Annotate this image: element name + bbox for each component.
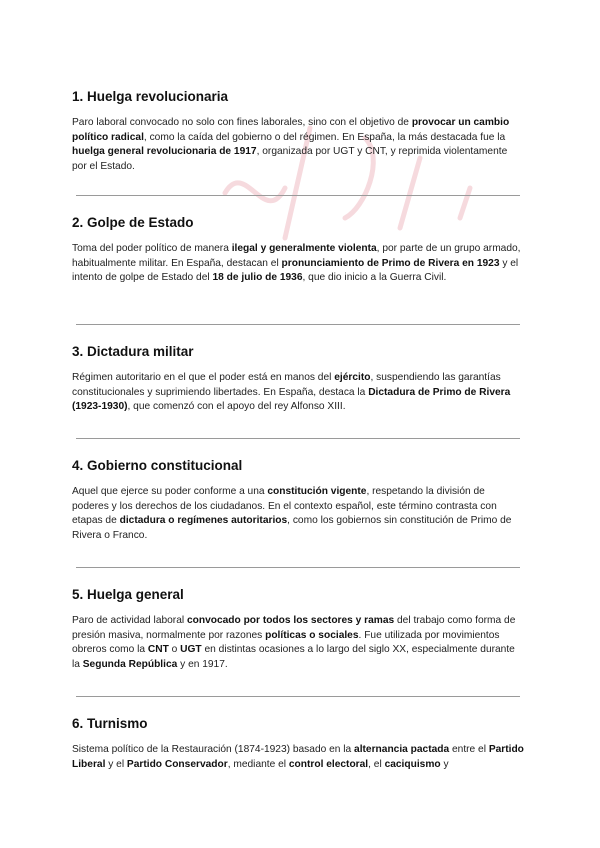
section (72, 586, 524, 672)
section-paragraph (72, 743, 524, 772)
section-heading: 1. Huelga revolucionaria (72, 89, 229, 104)
text-run: en distintas ocasiones a lo largo del siglo XX, especialmente durante la (72, 644, 515, 670)
bold-term: UGT (180, 644, 202, 656)
bold-term: CNT (147, 644, 169, 656)
text-run: entre el (449, 744, 489, 755)
text-run: y el (105, 758, 127, 770)
section-divider (76, 567, 520, 568)
text-run: Régimen autoritario en el que el poder está en manos del (72, 372, 335, 383)
section-heading: 2. Golpe de Estado (72, 215, 194, 230)
bold-term: Partido Liberal (72, 744, 524, 770)
bold-term: dictadura o regímenes autoritarios (119, 515, 288, 527)
bold-term: alternancia pactada (354, 744, 450, 755)
bold-term: Dictadura de Primo de Rivera (1923-1930) (72, 386, 511, 413)
text-run: y el intento de golpe de Estado del (72, 257, 519, 284)
text-run: , por parte de un grupo armado, habitualmente militar. En España, destacan el (72, 243, 521, 269)
section-divider (76, 324, 520, 325)
section-paragraph (72, 242, 524, 286)
section (72, 457, 524, 543)
bold-term: constitución vigente (267, 486, 367, 497)
text-run: Toma del poder político de manera (72, 243, 232, 254)
text-run: , como los gobiernos sin constitución de Primo de Rivera o Franco. (72, 515, 512, 541)
section (72, 343, 524, 415)
text-run: Paro laboral convocado no solo con fines laborales, sino con el objetivo de (72, 117, 412, 128)
bold-term: provocar un cambio político radical (72, 117, 510, 143)
text-run: , que comenzó con el apoyo del rey Alfonso XIII. (127, 401, 346, 413)
text-run: y en 1917. (177, 658, 228, 670)
text-run: Aquel que ejerce su poder conforme a una (72, 486, 268, 497)
section-heading: 4. Gobierno constitucional (72, 458, 243, 473)
text-run: y (440, 758, 449, 770)
bold-term: políticas o sociales (265, 629, 359, 641)
text-run: , que dio inicio a la Guerra Civil. (302, 272, 447, 284)
text-run: , respetando la división de poderes y los derechos de los ciudadanos. En el contexto español, este término contrasta con etapas de (72, 486, 497, 527)
text-run: Paro de actividad laboral (72, 615, 187, 626)
section (72, 214, 524, 286)
section-paragraph (72, 371, 524, 415)
text-run: Sistema político de la Restauración (1874-1923) basado en la (72, 744, 355, 755)
section-heading: 6. Turnismo (72, 716, 148, 731)
bold-term: convocado por todos los sectores y ramas (186, 615, 395, 626)
bold-term: 18 de julio de 1936 (212, 272, 303, 284)
section (72, 88, 524, 174)
text-run: , mediante el (227, 758, 289, 770)
section-paragraph (72, 116, 524, 174)
text-run: , como la caída del gobierno o del régimen. En España, la más destacada fue la (143, 131, 506, 143)
section-divider (76, 195, 520, 196)
section-paragraph (72, 485, 524, 543)
bold-term: pronunciamiento de Primo de Rivera en 1923 (281, 257, 500, 269)
section (72, 715, 524, 772)
section-divider (76, 438, 520, 439)
section-heading: 5. Huelga general (72, 587, 184, 602)
text-run: , organizada por UGT y CNT, y reprimida violentamente por el Estado. (72, 146, 508, 172)
text-run: o (168, 644, 181, 656)
text-run: , suspendiendo las garantías constitucionales y suprimiendo libertades. En España, destaca la (72, 372, 501, 398)
section-paragraph (72, 614, 524, 672)
bold-term: Partido Conservador (126, 758, 228, 770)
text-run: , el (368, 758, 385, 770)
section-divider (76, 696, 520, 697)
bold-term: caciquismo (384, 758, 441, 770)
text-run: del trabajo como forma de presión masiva, normalmente por razones (72, 615, 516, 641)
bold-term: Segunda República (82, 658, 178, 670)
bold-term: control electoral (288, 758, 369, 770)
bold-term: ejército (334, 372, 371, 383)
text-run: . Fue utilizada por movimientos obreros como la (72, 629, 500, 656)
bold-term: ilegal y generalmente violenta (231, 243, 377, 254)
section-heading: 3. Dictadura militar (72, 344, 194, 359)
bold-term: huelga general revolucionaria de 1917 (72, 146, 257, 158)
